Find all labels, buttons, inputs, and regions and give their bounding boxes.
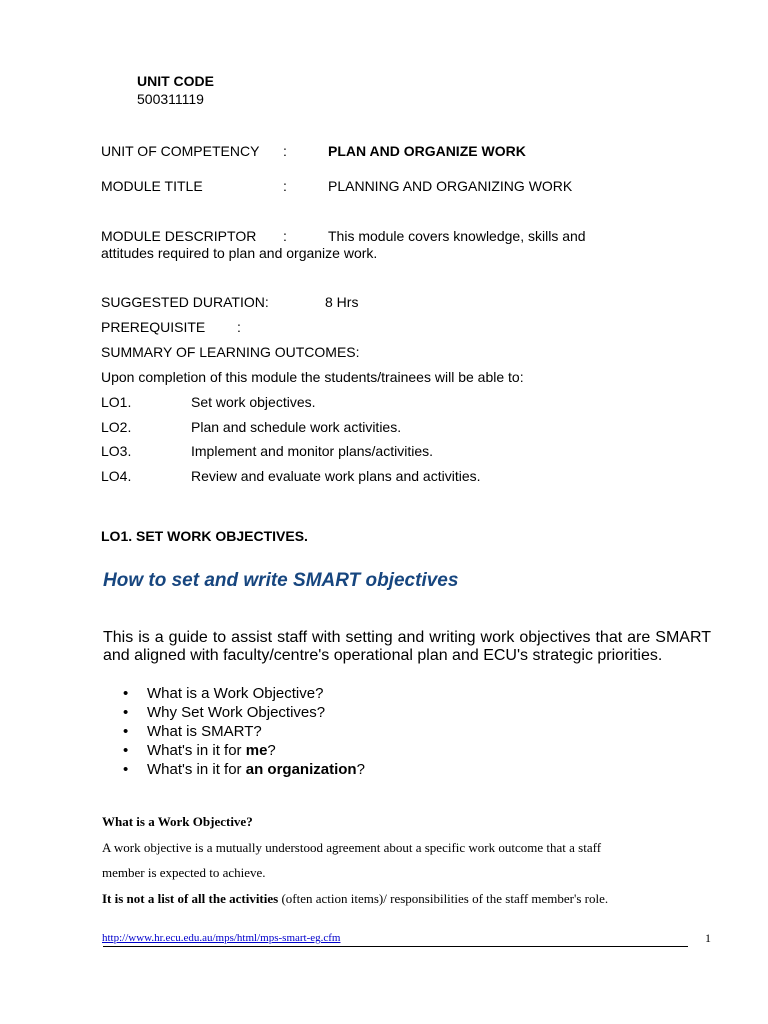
duration-label: SUGGESTED DURATION:	[101, 294, 269, 310]
outcome-code: LO3.	[101, 443, 132, 459]
section-heading: LO1. SET WORK OBJECTIVES.	[101, 528, 308, 544]
bullet-icon: •	[123, 685, 129, 702]
unit-code-label: UNIT CODE	[137, 73, 214, 89]
summary-heading: SUMMARY OF LEARNING OUTCOMES:	[101, 344, 360, 360]
footer-divider	[103, 946, 688, 947]
work-objective-line-2: member is expected to achieve.	[102, 865, 266, 880]
competency-separator: :	[283, 143, 287, 159]
bullet-icon: •	[123, 723, 129, 740]
unit-code-value: 500311119	[137, 91, 204, 107]
bullet-icon: •	[123, 742, 129, 759]
list-item: • What's in it for me?	[123, 742, 276, 759]
duration-value: 8 Hrs	[325, 294, 359, 310]
descriptor-line-2: attitudes required to plan and organize work.	[101, 245, 378, 261]
source-link[interactable]: http://www.hr.ecu.edu.au/mps/html/mps-smart-eg.cfm	[102, 932, 341, 944]
module-title-label: MODULE TITLE	[101, 178, 203, 194]
descriptor-line-1: This module covers knowledge, skills and	[328, 228, 586, 244]
prerequisite-separator: :	[237, 319, 241, 335]
bullet-icon: •	[123, 704, 129, 721]
descriptor-separator: :	[283, 228, 287, 244]
outcome-text: Plan and schedule work activities.	[191, 419, 402, 435]
outcome-code: LO1.	[101, 394, 132, 410]
outcome-text: Set work objectives.	[191, 394, 316, 410]
page-number: 1	[705, 931, 711, 945]
outcome-text: Implement and monitor plans/activities.	[191, 443, 433, 459]
smart-heading: How to set and write SMART objectives	[103, 570, 459, 591]
list-item: • Why Set Work Objectives?	[123, 704, 326, 721]
outcome-code: LO4.	[101, 468, 132, 484]
question-list	[103, 684, 365, 779]
list-item: • What's in it for an organization?	[123, 761, 365, 778]
list-item: • What is a Work Objective?	[123, 685, 324, 702]
descriptor-label: MODULE DESCRIPTOR	[101, 228, 257, 244]
module-title-separator: :	[283, 178, 287, 194]
guide-paragraph: This is a guide to assist staff with setting and writing work objectives that are SMART and aligned with faculty/centre's operational plan and ECU's strategic priorities.	[103, 629, 711, 664]
outcome-text: Review and evaluate work plans and activities.	[191, 468, 481, 484]
module-title-value: PLANNING AND ORGANIZING WORK	[328, 178, 573, 194]
work-objective-note: It is not a list of all the activities (often action items)/ responsibilities of the staff member's role.	[102, 891, 609, 906]
summary-intro: Upon completion of this module the students/trainees will be able to:	[101, 369, 524, 385]
bullet-icon: •	[123, 761, 129, 778]
prerequisite-label: PREREQUISITE	[101, 319, 206, 335]
competency-label: UNIT OF COMPETENCY	[101, 143, 260, 159]
competency-value: PLAN AND ORGANIZE WORK	[328, 143, 526, 159]
list-item: • What is SMART?	[123, 723, 262, 740]
work-objective-line-1: A work objective is a mutually understood agreement about a specific work outcome that a staff	[102, 840, 602, 855]
work-objective-heading: What is a Work Objective?	[102, 814, 253, 829]
outcome-code: LO2.	[101, 419, 132, 435]
